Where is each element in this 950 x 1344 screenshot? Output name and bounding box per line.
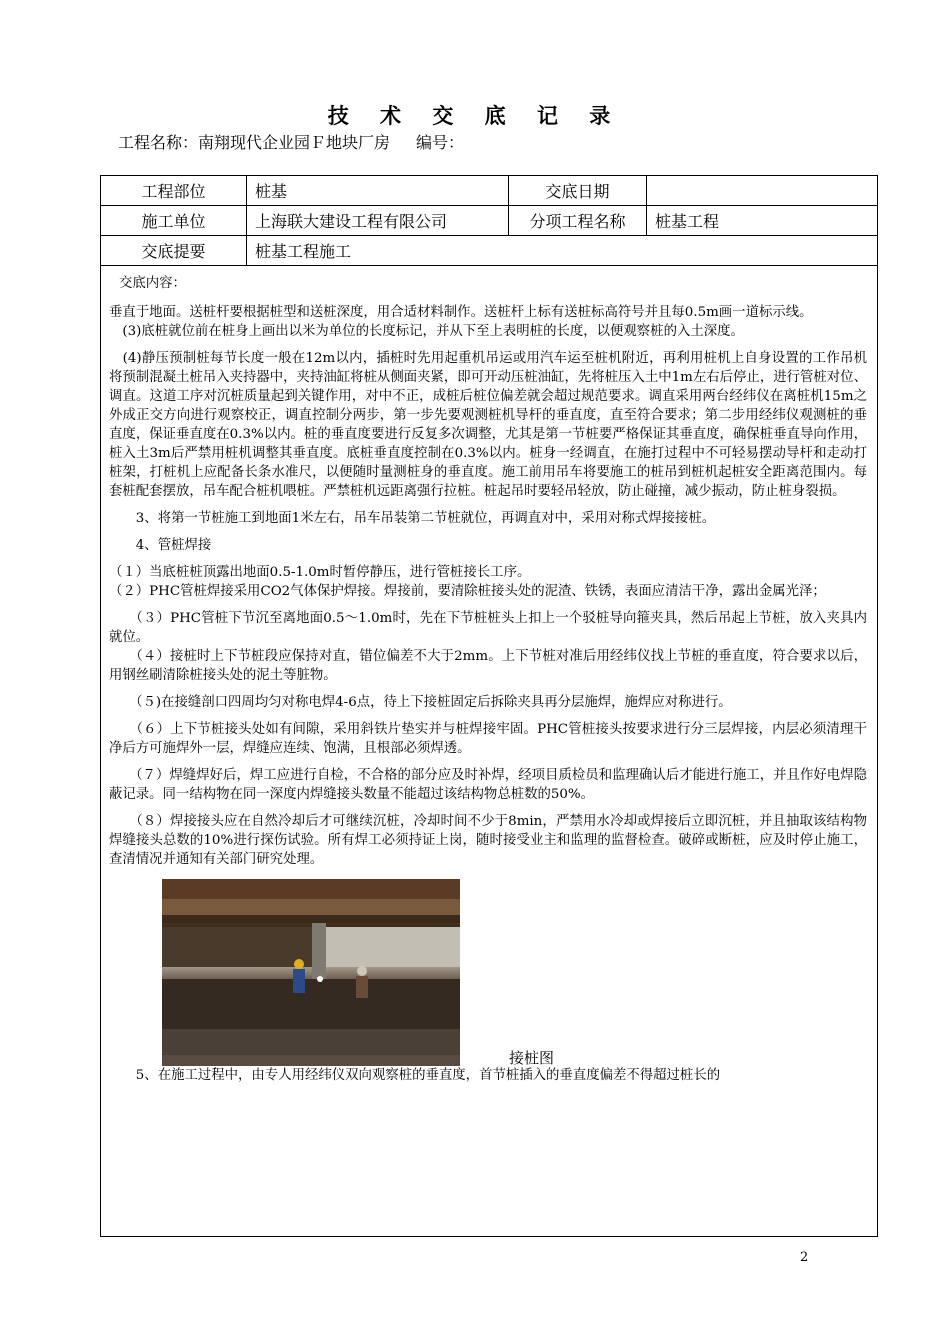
paragraph: （７）焊缝焊好后，焊工应进行自检，不合格的部分应及时补焊，经项目质检员和监理确认后才能进行施工，并且作好电焊隐蔽记录。同一结构物在同一深度内焊缝接头数量不能超过该结构物总桩数的50%。: [109, 768, 867, 802]
label-date: 交底日期: [509, 176, 647, 206]
paragraph: 5、在施工过程中，由专人用经纬仪双向观察桩的垂直度，首节桩插入的垂直度偏差不得超过桩长的: [109, 1068, 721, 1083]
info-table: [100, 175, 878, 266]
page-number: 2: [800, 1250, 809, 1265]
paragraph: 3、将第一节桩施工到地面1米左右，吊车吊装第二节桩就位，再调直对中，采用对称式焊接接桩。: [109, 511, 716, 526]
content-heading: 交底内容：: [119, 276, 186, 291]
label-contractor: 施工单位: [101, 206, 247, 236]
content-body: [109, 274, 867, 1085]
paragraph: （３）PHC管桩下节沉至离地面0.5～1.0m时，先在下节桩桩头上扣上一个驳桩导向箍夹具，然后吊起上节桩，放入夹具内就位。: [109, 611, 867, 645]
number-label: 编号：: [416, 133, 465, 152]
photo-illustration: [162, 879, 460, 1066]
paragraph: 4、管桩焊接: [109, 538, 212, 553]
paragraph: （１）当底桩桩顶露出地面0.5-1.0m时暂停静压，进行管桩接长工序。: [109, 565, 531, 580]
project-name: 工程名称：南翔现代企业园Ｆ地块厂房: [118, 133, 391, 152]
label-subproject: 分项工程名称: [509, 206, 647, 236]
paragraph: （２）PHC管桩焊接采用CO2气体保护焊接。焊接前，要清除桩接头处的泥渣、铁锈，表面应清洁干净，露出金属光泽；: [109, 584, 826, 599]
value-subproject: 桩基工程: [647, 206, 878, 236]
pile-welding-photo: [162, 879, 460, 1066]
photo-caption: 接桩图: [509, 1049, 555, 1067]
paragraph: （４）接桩时上下节桩段应保持对直，错位偏差不大于2mm。上下节桩对准后用经纬仪找上节桩的垂直度，符合要求以后，用钢丝刷清除桩接头处的泥土等脏物。: [109, 649, 867, 683]
value-summary: 桩基工程施工: [247, 236, 878, 266]
label-summary: 交底提要: [101, 236, 247, 266]
paragraph: 垂直于地面。送桩杆要根据桩型和送桩深度，用合适材料制作。送桩杆上标有送桩标高符号并且每0.5m画一道标示线。: [109, 305, 813, 320]
label-part: 工程部位: [101, 176, 247, 206]
info-row: [101, 176, 878, 206]
value-date: [647, 176, 878, 206]
paragraph: (4)静压预制桩每节长度一般在12m以内，插桩时先用起重机吊运或用汽车运至桩机附近，再利用桩机上自身设置的工作吊机将预制混凝土桩吊入夹持器中，夹持油缸将桩从侧面夹紧，即可开动压桩油缸，先将桩压入土中1m左右后停止，进行管桩对位、调直。这道工序对沉桩质量起到关键作用，对中不正，成桩后桩位偏差就会超过规范要求。调直采用两台经纬仪在离桩机15m之外成正交方向进行观察校正，调直控制分两步，第一步先要观测桩机导杆的垂直度，直至符合要求；第二步用经纬仪观测桩的垂直度，保证垂直度在0.3%以内。桩的垂直度要进行反复多次调整，尤其是第一节桩要严格保证其垂直度，确保桩垂直导向作用，桩入土3m后严禁用桩机调整其垂直度。底桩垂直度控制在0.3%以内。桩身一经调直，在施打过程中不可轻易摆动导杆和走动打桩架，打桩机上应配备长条水准尺，以便随时量测桩身的垂直度。施工前用吊车将要施工的桩吊到桩机起桩安全距离范围内。每套桩配套摆放，吊车配合桩机喂桩。严禁桩机远距离强行拉桩。桩起吊时要轻吊轻放，防止碰撞，减少振动，防止桩身裂损。: [109, 351, 867, 499]
info-row: [101, 206, 878, 236]
paragraph: （５)在接缝剖口四周均匀对称电焊4-6点，待上下接桩固定后拆除夹具再分层施焊，施焊应对称进行。: [109, 695, 732, 710]
paragraph: (3)底桩就位前在桩身上画出以米为单位的长度标记，并从下至上表明桩的长度，以便观察桩的入土深度。: [109, 324, 744, 339]
value-contractor: 上海联大建设工程有限公司: [247, 206, 509, 236]
content-box: [100, 264, 878, 1237]
info-row: [101, 236, 878, 266]
project-line: [118, 130, 464, 153]
document-title: 技 术 交 底 记 录: [327, 104, 623, 128]
value-part: 桩基: [247, 176, 509, 206]
paragraph: （６）上下节桩接头处如有间隙，采用斜铁片垫实并与桩焊接牢固。PHC管桩接头按要求进行分三层焊接，内层必须清理干净后方可施焊外一层，焊缝应连续、饱满，且根部必须焊透。: [109, 722, 867, 756]
photo-row: [109, 879, 867, 1066]
paragraph: （８）焊接接头应在自然冷却后才可继续沉桩，冷却时间不少于8min，严禁用水冷却或焊接后立即沉桩，并且抽取该结构物焊缝接头总数的10%进行探伤试验。所有焊工必须持证上岗，随时接受业主和监理的监督检查。破碎或断桩，应及时停止施工，查清情况并通知有关部门研究处理。: [109, 814, 867, 867]
